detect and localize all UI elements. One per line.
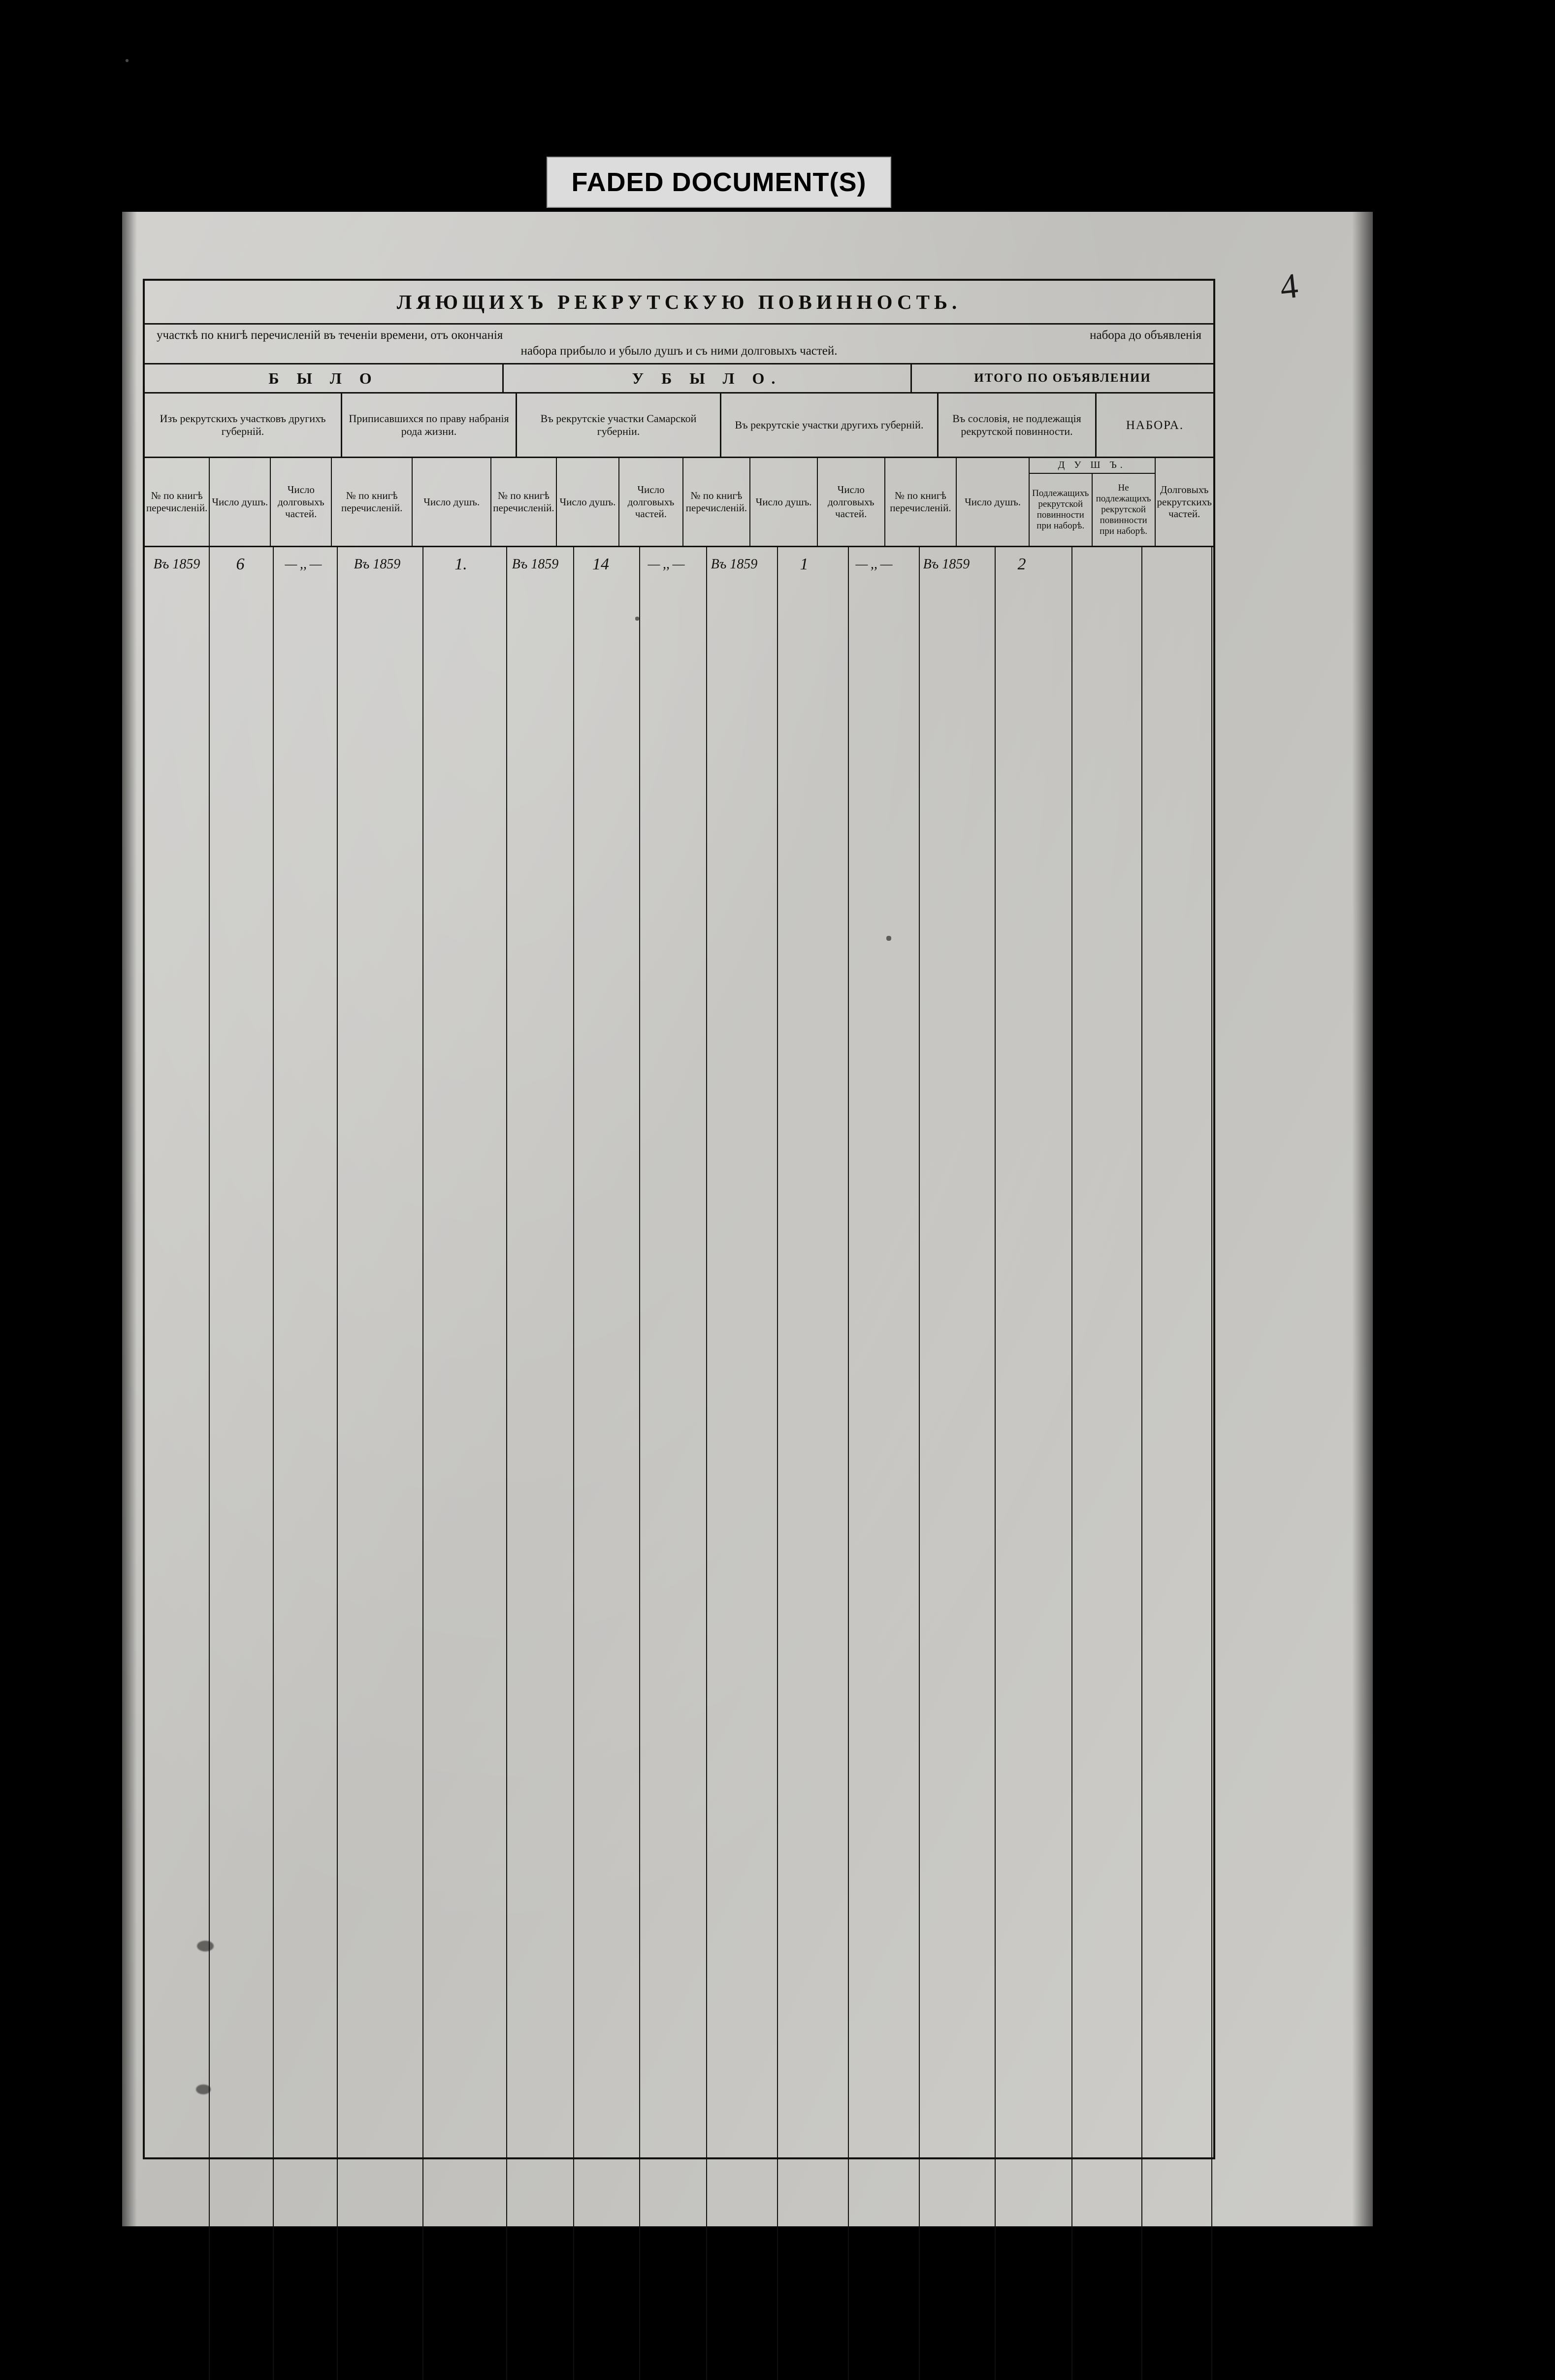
col-book-no-3: № по книгѣ перечисленій. — [491, 458, 556, 546]
group-nabora: НАБОРА. — [1126, 418, 1184, 432]
col-debt-parts-3: Число долговыхъ частей. — [619, 458, 683, 546]
col-souls-1: Число душъ. — [210, 458, 271, 546]
cell-book-no-5: Въ 1859 — [923, 557, 970, 572]
col-book-no-5: № по книгѣ перечисленій. — [885, 458, 957, 546]
col-total-debt-parts: Долговыхъ рекрутскихъ частей. — [1157, 483, 1212, 520]
col-book-no-4: № по книгѣ перечисленій. — [683, 458, 751, 546]
cell-souls-1: 6 — [236, 555, 245, 573]
body-col-16 — [1212, 547, 1213, 2380]
column-header-row — [145, 458, 1213, 547]
cell-souls-4: 1 — [800, 555, 809, 573]
ink-smudge-2 — [196, 2084, 211, 2094]
body-col-14 — [1072, 547, 1142, 2380]
cell-book-no-1: Въ 1859 — [153, 557, 200, 572]
body-col-6 — [507, 547, 574, 2380]
group-soslovia: Въ сословія, не подлежащія рекрутской повинности. — [939, 394, 1097, 457]
col-debt-parts-1: Число долговыхъ частей. — [271, 458, 332, 546]
band-row — [145, 364, 1213, 394]
col-debt-parts-4: Число долговыхъ частей. — [818, 458, 885, 546]
col-souls-2: Число душъ. — [413, 458, 491, 546]
col-book-no-1: № по книгѣ перечисленій. — [145, 458, 210, 546]
cell-souls-2: 1. — [454, 555, 467, 573]
body-col-10 — [778, 547, 849, 2380]
cell-book-no-2: Въ 1859 — [354, 557, 401, 572]
faded-document-banner: FADED DOCUMENT(S) — [547, 157, 891, 208]
col-book-no-2: № по книгѣ перечисленій. — [332, 458, 413, 546]
table-row — [145, 547, 1213, 582]
cell-souls-3: 14 — [592, 555, 609, 573]
body-col-13 — [996, 547, 1072, 2380]
cell-total-debt — [1198, 547, 1213, 582]
body-col-4 — [338, 547, 423, 2380]
caption-line2: набора прибыло и убыло душъ и съ ними долговыхъ частей. — [520, 344, 838, 358]
band-bylo: Б Ы Л О — [145, 364, 504, 392]
col-total-not-liable: Не подлежащихъ рекрутской повинности при наборѣ. — [1096, 483, 1151, 536]
cell-debt-1: — ,, — — [285, 557, 322, 572]
body-col-5 — [423, 547, 507, 2380]
cell-total-not-liable — [1129, 547, 1198, 582]
cell-debt-3: — ,, — — [648, 557, 685, 572]
caption-left: участкѣ по книгѣ перечисленій въ теченіи времени, отъ окончанія — [157, 329, 503, 342]
paper-speck-3 — [126, 59, 129, 62]
table-title-row — [145, 281, 1213, 325]
paper-speck-2 — [635, 617, 639, 621]
cell-book-no-3: Въ 1859 — [512, 557, 559, 572]
cell-souls-5: 2 — [1017, 555, 1026, 573]
ink-smudge-1 — [197, 1941, 214, 1951]
table-body — [145, 547, 1213, 2380]
body-column-rules — [145, 547, 1213, 2380]
body-col-1 — [145, 547, 210, 2380]
caption-right: набора до объявленія — [1090, 329, 1201, 342]
paper-speck-1 — [886, 936, 891, 941]
body-col-3 — [274, 547, 338, 2380]
table-caption — [145, 325, 1213, 364]
band-itogo: ИТОГО ПО ОБЪЯВЛЕНИИ — [974, 371, 1151, 385]
group-header-row — [145, 394, 1213, 458]
col-total-souls-group — [1030, 458, 1156, 546]
body-col-2 — [210, 547, 274, 2380]
group-pripisavshihsya: Приписавшихся по праву набранія рода жизни. — [342, 394, 517, 457]
col-souls-3: Число душъ. — [557, 458, 620, 546]
body-col-11 — [849, 547, 920, 2380]
col-souls-5: Число душъ. — [957, 458, 1030, 546]
folio-number: 4 — [1278, 265, 1300, 307]
body-col-7 — [574, 547, 640, 2380]
col-souls-4: Число душъ. — [750, 458, 818, 546]
body-col-9 — [707, 547, 778, 2380]
group-other-gubernii-out: Въ рекрутскіе участки другихъ губерній. — [721, 394, 939, 457]
cell-book-no-4: Въ 1859 — [711, 557, 758, 572]
register-table — [143, 279, 1215, 2159]
group-other-gubernii-in: Изъ рекрутскихъ участковъ другихъ губерній. — [145, 394, 342, 457]
band-ubylo: У Б Ы Л О. — [504, 364, 912, 392]
body-col-15 — [1142, 547, 1212, 2380]
body-col-12 — [920, 547, 996, 2380]
total-souls-header: Д У Ш Ъ. — [1030, 458, 1155, 474]
cell-total-liable — [1060, 547, 1129, 582]
col-total-liable: Подлежащихъ рекрутской повинности при наборѣ. — [1030, 474, 1093, 546]
cell-debt-4: — ,, — — [855, 557, 893, 572]
page-title: ЛЯЮЩИХЪ РЕКРУТСКУЮ ПОВИННОСТЬ. — [396, 291, 962, 313]
group-samarskoy-gubernii: Въ рекрутскіе участки Самарской губерніи. — [517, 394, 721, 457]
body-col-8 — [640, 547, 707, 2380]
